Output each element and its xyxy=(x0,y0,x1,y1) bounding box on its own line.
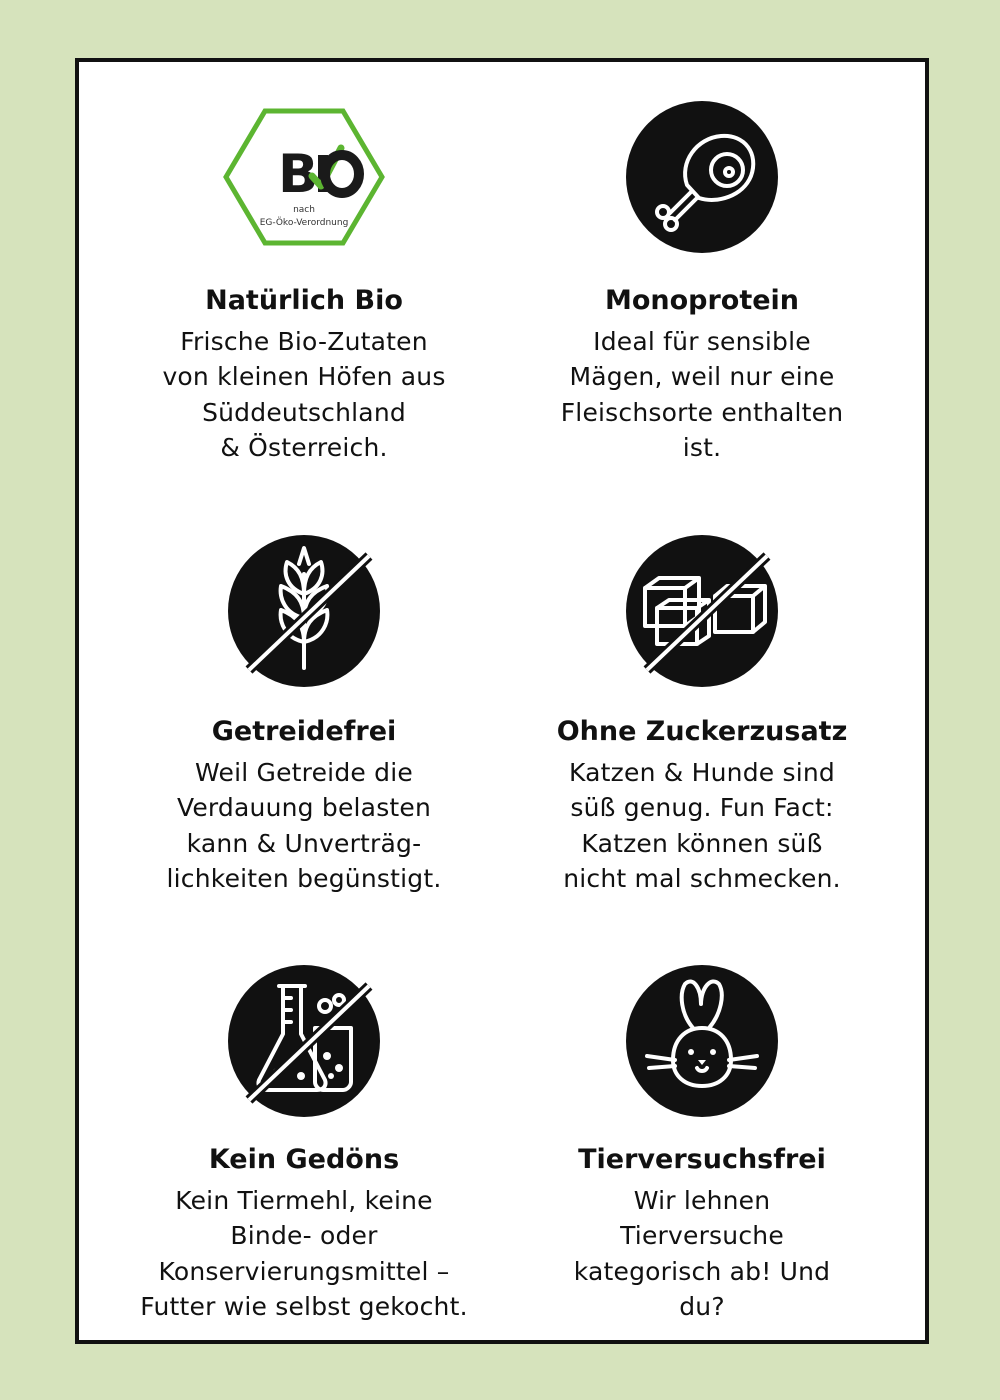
bio-seal-line1: nach xyxy=(293,205,315,215)
feature-grain-free xyxy=(104,492,504,912)
feature-cruelty-free xyxy=(502,920,902,1340)
feature-no-sugar xyxy=(502,492,902,912)
feature-title: Tierversuchsfrei xyxy=(578,1144,826,1175)
no-sugar-icon xyxy=(625,534,779,688)
feature-title: Ohne Zuckerzusatz xyxy=(556,716,848,747)
feature-description: Weil Getreide die Verdauung belasten kann & Unverträg- lichkeiten begünstigt. xyxy=(166,758,442,893)
feature-title: Monoprotein xyxy=(604,285,800,316)
bunny-icon xyxy=(625,964,779,1118)
no-chemicals-icon xyxy=(227,964,381,1118)
meat-leg-icon xyxy=(625,100,779,254)
feature-description: Ideal für sensible Mägen, weil nur eine Fleischsorte enthalten ist. xyxy=(560,327,844,462)
bio-letter-b: B xyxy=(278,144,319,205)
features-card xyxy=(75,58,929,1344)
bio-seal-line2: EG-Öko-Verordnung xyxy=(259,218,349,228)
feature-organic xyxy=(104,62,504,482)
feature-description: Frische Bio-Zutaten von kleinen Höfen aus Süddeutschland & Österreich. xyxy=(162,327,446,462)
bio-seal-icon xyxy=(222,108,386,246)
feature-description: Wir lehnen Tierversuche kategorisch ab! Und du? xyxy=(573,1186,831,1321)
no-grain-icon xyxy=(227,534,381,688)
feature-title: Natürlich Bio xyxy=(205,285,403,316)
feature-title: Getreidefrei xyxy=(211,716,397,747)
feature-description: Kein Tiermehl, keine Binde- oder Konservierungsmittel – Futter wie selbst gekocht. xyxy=(140,1186,468,1321)
feature-monoprotein xyxy=(502,62,902,482)
feature-description: Katzen & Hunde sind süß genug. Fun Fact: Katzen können süß nicht mal schmecken. xyxy=(563,758,841,893)
feature-no-additives xyxy=(104,920,504,1340)
feature-title: Kein Gedöns xyxy=(208,1144,400,1175)
